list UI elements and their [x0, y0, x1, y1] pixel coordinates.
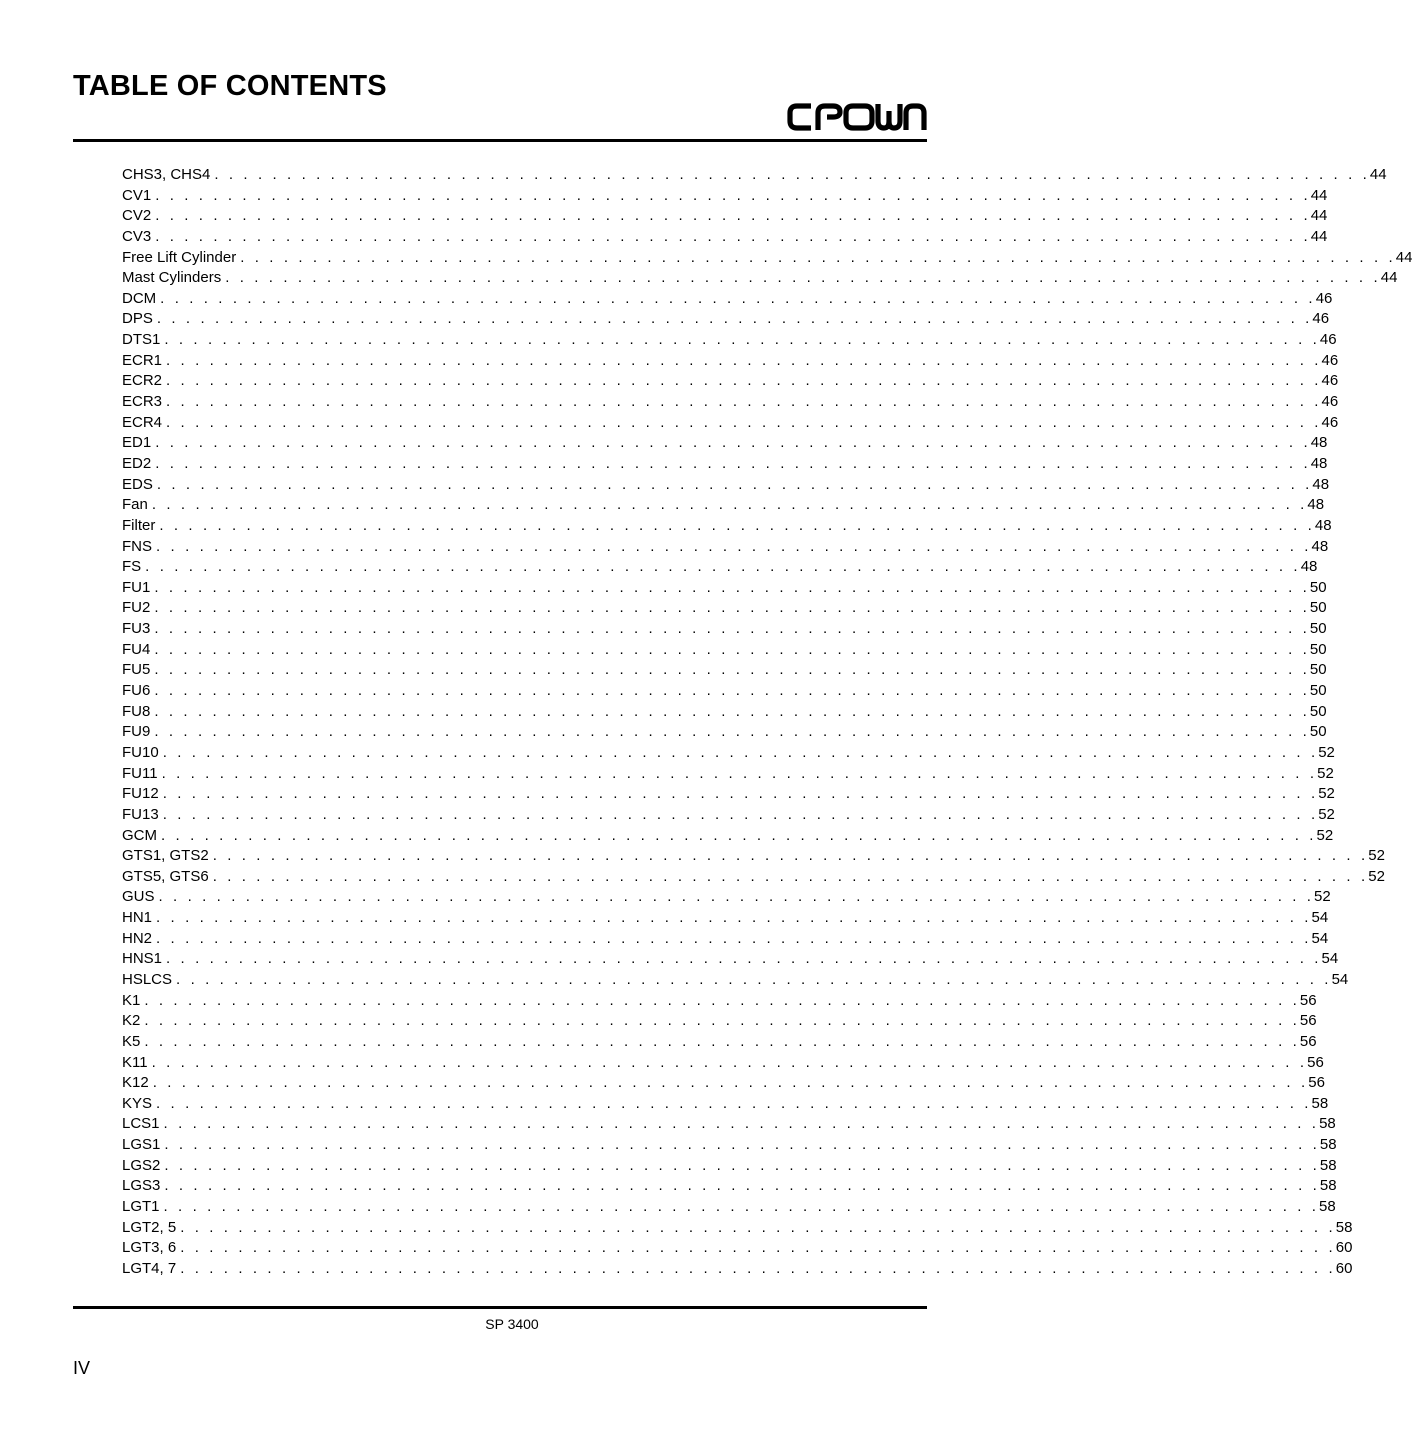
toc-entry[interactable] [122, 433, 1328, 454]
toc-entry-page: 52 [1318, 785, 1335, 803]
toc-entry-page: 50 [1309, 723, 1327, 741]
toc-entry-label: FU11 [122, 764, 158, 782]
toc-dot-leader: . . . . . . . . . . . . . . . . . . . . . . . . . . . . . . . . . . . . . . . . . . . . . . . . . . . . . . . . . . . . . . . . . . . . . . . . . . . . . . . . [159, 516, 1315, 534]
toc-entry-label: FU5 [122, 661, 151, 679]
toc-entry[interactable] [122, 1197, 1336, 1218]
toc-entry-label: CV2 [122, 207, 152, 225]
toc-entry-page: 48 [1310, 454, 1328, 472]
toc-entry-page: 52 [1317, 764, 1334, 782]
toc-entry-label: LGT2, 5 [122, 1218, 177, 1236]
toc-entry-page: 46 [1321, 413, 1339, 431]
toc-entry-page: 52 [1318, 805, 1335, 823]
toc-entry[interactable] [122, 660, 1327, 681]
toc-entry-label: GTS5, GTS6 [122, 867, 209, 885]
toc-entry[interactable] [122, 248, 1412, 269]
toc-entry[interactable] [122, 826, 1334, 847]
toc-dot-leader: . . . . . . . . . . . . . . . . . . . . . . . . . . . . . . . . . . . . . . . . . . . . . . . . . . . . . . . . . . . . . . . . . . . . . . . . . . . . . . . . [154, 661, 1310, 679]
toc-entry-page: 56 [1299, 1012, 1317, 1030]
toc-dot-leader: . . . . . . . . . . . . . . . . . . . . . . . . . . . . . . . . . . . . . . . . . . . . . . . . . . . . . . . . . . . . . . . . . . . . . . . . . . . . . . . . [156, 537, 1312, 555]
toc-entry-page: 54 [1331, 970, 1349, 988]
toc-entry-page: 50 [1309, 661, 1327, 679]
toc-entry-label: CHS3, CHS4 [122, 166, 211, 183]
toc-entry-label: ECR1 [122, 351, 163, 369]
toc-entry-page: 48 [1300, 558, 1318, 576]
toc-entry-label: GTS1, GTS2 [122, 847, 209, 865]
toc-entry-page: 46 [1321, 393, 1339, 411]
toc-entry-page: 48 [1307, 496, 1325, 514]
toc-dot-leader: . . . . . . . . . . . . . . . . . . . . . . . . . . . . . . . . . . . . . . . . . . . . . . . . . . . . . . . . . . . . . . . . . . . . . . . . . . . . . . . . [155, 227, 1311, 245]
toc-dot-leader: . . . . . . . . . . . . . . . . . . . . . . . . . . . . . . . . . . . . . . . . . . . . . . . . . . . . . . . . . . . . . . . . . . . . . . . . . . . . . . . . [160, 289, 1316, 307]
toc-dot-leader: . . . . . . . . . . . . . . . . . . . . . . . . . . . . . . . . . . . . . . . . . . . . . . . . . . . . . . . . . . . . . . . . . . . . . . . . . . . . . . . . [162, 805, 1319, 823]
toc-entry-page: 58 [1319, 1198, 1336, 1216]
toc-dot-leader: . . . . . . . . . . . . . . . . . . . . . . . . . . . . . . . . . . . . . . . . . . . . . . . . . . . . . . . . . . . . . . . . . . . . . . . . . . . . . . . . [225, 269, 1381, 287]
toc-dot-leader: . . . . . . . . . . . . . . . . . . . . . . . . . . . . . . . . . . . . . . . . . . . . . . . . . . . . . . . . . . . . . . . . . . . . . . . . . . . . . . . . [180, 1259, 1336, 1277]
toc-dot-leader: . . . . . . . . . . . . . . . . . . . . . . . . . . . . . . . . . . . . . . . . . . . . . . . . . . . . . . . . . . . . . . . . . . . . . . . . . . . . . . . . [176, 970, 1332, 988]
toc-entry-label: DTS1 [122, 331, 161, 349]
toc-entry-label: LGS1 [122, 1136, 161, 1154]
toc-dot-leader: . . . . . . . . . . . . . . . . . . . . . . . . . . . . . . . . . . . . . . . . . . . . . . . . . . . . . . . . . . . . . . . . . . . . . . . . . . . . . . . . [166, 372, 1322, 390]
toc-list [122, 165, 1412, 1280]
toc-entry[interactable] [122, 475, 1330, 496]
toc-dot-leader: . . . . . . . . . . . . . . . . . . . . . . . . . . . . . . . . . . . . . . . . . . . . . . . . . . . . . . . . . . . . . . . . . . . . . . . . . . . . . . . . [164, 1136, 1320, 1154]
toc-dot-leader: . . . . . . . . . . . . . . . . . . . . . . . . . . . . . . . . . . . . . . . . . . . . . . . . . . . . . . . . . . . . . . . . . . . . . . . . . . . . . . . . [162, 743, 1319, 761]
toc-entry[interactable] [122, 908, 1329, 929]
toc-entry[interactable] [122, 640, 1327, 661]
toc-entry[interactable] [122, 1114, 1336, 1135]
toc-dot-leader: . . . . . . . . . . . . . . . . . . . . . . . . . . . . . . . . . . . . . . . . . . . . . . . . . . . . . . . . . . . . . . . . . . . . . . . . . . . . . . . . [155, 434, 1311, 452]
crown-logo [787, 101, 927, 133]
toc-dot-leader: . . . . . . . . . . . . . . . . . . . . . . . . . . . . . . . . . . . . . . . . . . . . . . . . . . . . . . . . . . . . . . . . . . . . . . . . . . . . . . . . [158, 888, 1315, 906]
toc-entry-label: LCS1 [122, 1115, 160, 1133]
toc-entry-page: 46 [1319, 331, 1337, 349]
toc-entry-page: 44 [1369, 166, 1387, 183]
toc-entry[interactable] [122, 1218, 1353, 1239]
toc-entry[interactable] [122, 1032, 1317, 1053]
toc-entry-page: 46 [1321, 351, 1339, 369]
toc-dot-leader: . . . . . . . . . . . . . . . . . . . . . . . . . . . . . . . . . . . . . . . . . . . . . . . . . . . . . . . . . . . . . . . . . . . . . . . . . . . . . . . . [145, 558, 1301, 576]
toc-dot-leader: . . . . . . . . . . . . . . . . . . . . . . . . . . . . . . . . . . . . . . . . . . . . . . . . . . . . . . . . . . . . . . . . . . . . . . . . . . . . . . . . [166, 950, 1322, 968]
toc-entry-page: 60 [1335, 1259, 1353, 1277]
toc-entry[interactable] [122, 1011, 1317, 1032]
toc-entry[interactable] [122, 764, 1334, 785]
toc-entry-page: 46 [1312, 310, 1330, 328]
toc-entry[interactable] [122, 1259, 1353, 1280]
toc-dot-leader: . . . . . . . . . . . . . . . . . . . . . . . . . . . . . . . . . . . . . . . . . . . . . . . . . . . . . . . . . . . . . . . . . . . . . . . . . . . . . . . . [154, 620, 1310, 638]
toc-entry-page: 46 [1315, 289, 1333, 307]
toc-dot-leader: . . . . . . . . . . . . . . . . . . . . . . . . . . . . . . . . . . . . . . . . . . . . . . . . . . . . . . . . . . . . . . . . . . . . . . . . . . . . . . . . [161, 764, 1318, 782]
toc-dot-leader: . . . . . . . . . . . . . . . . . . . . . . . . . . . . . . . . . . . . . . . . . . . . . . . . . . . . . . . . . . . . . . . . . . . . . . . . . . . . . . . . [161, 826, 1317, 844]
footer-rule [73, 1306, 927, 1309]
toc-entry[interactable] [122, 289, 1333, 310]
toc-entry-label: GCM [122, 826, 157, 844]
toc-dot-leader: . . . . . . . . . . . . . . . . . . . . . . . . . . . . . . . . . . . . . . . . . . . . . . . . . . . . . . . . . . . . . . . . . . . . . . . . . . . . . . . . [144, 1032, 1300, 1050]
toc-entry-page: 56 [1299, 991, 1317, 1009]
toc-dot-leader: . . . . . . . . . . . . . . . . . . . . . . . . . . . . . . . . . . . . . . . . . . . . . . . . . . . . . . . . . . . . . . . . . . . . . . . . . . . . . . . . [180, 1218, 1336, 1236]
toc-entry[interactable] [122, 1094, 1329, 1115]
toc-entry-label: EDS [122, 475, 153, 493]
toc-entry[interactable] [122, 330, 1337, 351]
toc-entry-page: 48 [1314, 516, 1332, 534]
toc-dot-leader: . . . . . . . . . . . . . . . . . . . . . . . . . . . . . . . . . . . . . . . . . . . . . . . . . . . . . . . . . . . . . . . . . . . . . . . . . . . . . . . . [156, 1094, 1312, 1112]
toc-entry[interactable] [122, 537, 1329, 558]
toc-entry[interactable] [122, 1238, 1353, 1259]
toc-dot-leader: . . . . . . . . . . . . . . . . . . . . . . . . . . . . . . . . . . . . . . . . . . . . . . . . . . . . . . . . . . . . . . . . . . . . . . . . . . . . . . . . [162, 785, 1319, 803]
toc-entry[interactable] [122, 186, 1328, 207]
toc-entry-label: ED1 [122, 434, 152, 452]
toc-entry-label: DPS [122, 310, 153, 328]
toc-dot-leader: . . . . . . . . . . . . . . . . . . . . . . . . . . . . . . . . . . . . . . . . . . . . . . . . . . . . . . . . . . . . . . . . . . . . . . . . . . . . . . . . [156, 475, 1313, 493]
header-rule [73, 139, 927, 142]
page-title: TABLE OF CONTENTS [73, 70, 387, 102]
toc-entry[interactable] [122, 495, 1325, 516]
toc-entry-label: LGS3 [122, 1177, 161, 1195]
toc-dot-leader: . . . . . . . . . . . . . . . . . . . . . . . . . . . . . . . . . . . . . . . . . . . . . . . . . . . . . . . . . . . . . . . . . . . . . . . . . . . . . . . . [151, 1053, 1308, 1071]
toc-entry[interactable] [122, 1135, 1337, 1156]
toc-entry-label: LGT1 [122, 1198, 160, 1216]
toc-entry[interactable] [122, 805, 1335, 826]
toc-dot-leader: . . . . . . . . . . . . . . . . . . . . . . . . . . . . . . . . . . . . . . . . . . . . . . . . . . . . . . . . . . . . . . . . . . . . . . . . . . . . . . . . [152, 1074, 1309, 1092]
toc-entry-label: ECR3 [122, 393, 163, 411]
toc-entry-label: HNS1 [122, 950, 163, 968]
toc-entry-page: 58 [1319, 1156, 1337, 1174]
toc-entry[interactable] [122, 309, 1330, 330]
toc-entry-label: K11 [122, 1053, 148, 1071]
toc-entry-page: 52 [1318, 743, 1335, 761]
toc-entry-page: 52 [1314, 888, 1331, 906]
toc-dot-leader: . . . . . . . . . . . . . . . . . . . . . . . . . . . . . . . . . . . . . . . . . . . . . . . . . . . . . . . . . . . . . . . . . . . . . . . . . . . . . . . . [164, 1177, 1320, 1195]
toc-entry-page: 60 [1335, 1239, 1353, 1257]
toc-entry-page: 52 [1368, 867, 1385, 885]
toc-entry[interactable] [122, 970, 1349, 991]
toc-entry-page: 50 [1309, 682, 1327, 700]
toc-dot-leader: . . . . . . . . . . . . . . . . . . . . . . . . . . . . . . . . . . . . . . . . . . . . . . . . . . . . . . . . . . . . . . . . . . . . . . . . . . . . . . . . [144, 1012, 1300, 1030]
toc-entry-label: FU9 [122, 723, 151, 741]
toc-entry[interactable] [122, 743, 1335, 764]
toc-entry[interactable] [122, 846, 1385, 867]
toc-entry[interactable] [122, 887, 1331, 908]
toc-entry-label: FS [122, 558, 142, 576]
toc-entry[interactable] [122, 516, 1332, 537]
toc-entry-label: Free Lift Cylinder [122, 248, 237, 266]
toc-entry[interactable] [122, 1053, 1324, 1074]
toc-entry-label: FU12 [122, 785, 159, 803]
toc-dot-leader: . . . . . . . . . . . . . . . . . . . . . . . . . . . . . . . . . . . . . . . . . . . . . . . . . . . . . . . . . . . . . . . . . . . . . . . . . . . . . . . . [163, 1198, 1320, 1216]
toc-entry-page: 52 [1316, 826, 1334, 844]
toc-entry-label: HN1 [122, 909, 153, 927]
toc-entry-label: GUS [122, 888, 155, 906]
toc-entry-label: FU2 [122, 599, 151, 617]
toc-entry-label: FU1 [122, 578, 151, 596]
toc-entry-label: K1 [122, 991, 141, 1009]
toc-entry[interactable] [122, 1176, 1337, 1197]
toc-dot-leader: . . . . . . . . . . . . . . . . . . . . . . . . . . . . . . . . . . . . . . . . . . . . . . . . . . . . . . . . . . . . . . . . . . . . . . . . . . . . . . . . [155, 207, 1311, 225]
toc-dot-leader: . . . . . . . . . . . . . . . . . . . . . . . . . . . . . . . . . . . . . . . . . . . . . . . . . . . . . . . . . . . . . . . . . . . . . . . . . . . . . . . . [212, 847, 1369, 865]
toc-dot-leader: . . . . . . . . . . . . . . . . . . . . . . . . . . . . . . . . . . . . . . . . . . . . . . . . . . . . . . . . . . . . . . . . . . . . . . . . . . . . . . . . [163, 1115, 1320, 1133]
toc-dot-leader: . . . . . . . . . . . . . . . . . . . . . . . . . . . . . . . . . . . . . . . . . . . . . . . . . . . . . . . . . . . . . . . . . . . . . . . . . . . . . . . . [144, 991, 1300, 1009]
toc-entry-page: 46 [1321, 372, 1339, 390]
toc-entry-label: CV3 [122, 227, 152, 245]
toc-entry-label: LGS2 [122, 1156, 161, 1174]
toc-dot-leader: . . . . . . . . . . . . . . . . . . . . . . . . . . . . . . . . . . . . . . . . . . . . . . . . . . . . . . . . . . . . . . . . . . . . . . . . . . . . . . . . [154, 702, 1310, 720]
toc-entry[interactable] [122, 929, 1329, 950]
toc-entry-page: 44 [1310, 207, 1328, 225]
toc-entry[interactable] [122, 268, 1398, 289]
toc-dot-leader: . . . . . . . . . . . . . . . . . . . . . . . . . . . . . . . . . . . . . . . . . . . . . . . . . . . . . . . . . . . . . . . . . . . . . . . . . . . . . . . . [154, 682, 1310, 700]
toc-entry[interactable] [122, 392, 1339, 413]
toc-entry-page: 56 [1308, 1074, 1325, 1092]
toc-entry-label: DCM [122, 289, 157, 307]
toc-entry[interactable] [122, 557, 1318, 578]
toc-dot-leader: . . . . . . . . . . . . . . . . . . . . . . . . . . . . . . . . . . . . . . . . . . . . . . . . . . . . . . . . . . . . . . . . . . . . . . . . . . . . . . . . [214, 166, 1370, 183]
toc-entry-page: 48 [1312, 475, 1330, 493]
toc-entry-label: FNS [122, 537, 152, 555]
toc-entry-page: 58 [1319, 1177, 1337, 1195]
toc-entry[interactable] [122, 413, 1339, 434]
toc-entry-page: 50 [1309, 620, 1327, 638]
toc-dot-leader: . . . . . . . . . . . . . . . . . . . . . . . . . . . . . . . . . . . . . . . . . . . . . . . . . . . . . . . . . . . . . . . . . . . . . . . . . . . . . . . . [151, 496, 1308, 514]
toc-entry-page: 50 [1309, 599, 1327, 617]
toc-entry-label: CV1 [122, 186, 152, 204]
toc-entry[interactable] [122, 165, 1387, 186]
toc-entry[interactable] [122, 867, 1385, 888]
toc-entry-page: 58 [1319, 1115, 1336, 1133]
toc-dot-leader: . . . . . . . . . . . . . . . . . . . . . . . . . . . . . . . . . . . . . . . . . . . . . . . . . . . . . . . . . . . . . . . . . . . . . . . . . . . . . . . . [180, 1239, 1336, 1257]
toc-dot-leader: . . . . . . . . . . . . . . . . . . . . . . . . . . . . . . . . . . . . . . . . . . . . . . . . . . . . . . . . . . . . . . . . . . . . . . . . . . . . . . . . [166, 413, 1322, 431]
toc-entry-label: ED2 [122, 454, 152, 472]
toc-entry-label: LGT4, 7 [122, 1259, 177, 1277]
toc-dot-leader: . . . . . . . . . . . . . . . . . . . . . . . . . . . . . . . . . . . . . . . . . . . . . . . . . . . . . . . . . . . . . . . . . . . . . . . . . . . . . . . . [155, 454, 1311, 472]
toc-entry[interactable] [122, 949, 1339, 970]
toc-entry-page: 58 [1335, 1218, 1353, 1236]
toc-entry-page: 54 [1311, 909, 1329, 927]
toc-entry-page: 56 [1307, 1053, 1324, 1071]
toc-entry-page: 44 [1310, 227, 1328, 245]
toc-entry[interactable] [122, 351, 1339, 372]
toc-dot-leader: . . . . . . . . . . . . . . . . . . . . . . . . . . . . . . . . . . . . . . . . . . . . . . . . . . . . . . . . . . . . . . . . . . . . . . . . . . . . . . . . [154, 723, 1310, 741]
toc-entry[interactable] [122, 681, 1327, 702]
toc-entry-page: 50 [1309, 702, 1327, 720]
toc-entry-label: Fan [122, 496, 148, 514]
toc-entry[interactable] [122, 371, 1339, 392]
toc-entry[interactable] [122, 619, 1327, 640]
toc-dot-leader: . . . . . . . . . . . . . . . . . . . . . . . . . . . . . . . . . . . . . . . . . . . . . . . . . . . . . . . . . . . . . . . . . . . . . . . . . . . . . . . . [155, 186, 1311, 204]
toc-entry-label: Mast Cylinders [122, 269, 222, 287]
toc-entry-page: 44 [1380, 269, 1398, 287]
toc-entry[interactable] [122, 722, 1327, 743]
toc-entry-label: FU6 [122, 682, 151, 700]
toc-entry[interactable] [122, 991, 1317, 1012]
toc-dot-leader: . . . . . . . . . . . . . . . . . . . . . . . . . . . . . . . . . . . . . . . . . . . . . . . . . . . . . . . . . . . . . . . . . . . . . . . . . . . . . . . . [156, 929, 1312, 947]
toc-entry[interactable] [122, 454, 1328, 475]
toc-entry-label: FU3 [122, 620, 151, 638]
toc-dot-leader: . . . . . . . . . . . . . . . . . . . . . . . . . . . . . . . . . . . . . . . . . . . . . . . . . . . . . . . . . . . . . . . . . . . . . . . . . . . . . . . . [166, 393, 1322, 411]
toc-entry-label: ECR4 [122, 413, 163, 431]
toc-entry-page: 58 [1311, 1094, 1329, 1112]
toc-entry-page: 54 [1311, 929, 1329, 947]
toc-entry[interactable] [122, 578, 1327, 599]
toc-entry-label: LGT3, 6 [122, 1239, 177, 1257]
model-label: SP 3400 [485, 1316, 539, 1332]
toc-entry-label: K2 [122, 1012, 141, 1030]
toc-entry-page: 58 [1319, 1136, 1337, 1154]
toc-entry[interactable] [122, 1073, 1325, 1094]
toc-dot-leader: . . . . . . . . . . . . . . . . . . . . . . . . . . . . . . . . . . . . . . . . . . . . . . . . . . . . . . . . . . . . . . . . . . . . . . . . . . . . . . . . [154, 599, 1310, 617]
toc-entry-label: FU4 [122, 640, 151, 658]
toc-entry-label: FU10 [122, 743, 159, 761]
toc-entry[interactable] [122, 206, 1328, 227]
toc-entry-label: FU13 [122, 805, 159, 823]
toc-entry-label: HN2 [122, 929, 153, 947]
toc-dot-leader: . . . . . . . . . . . . . . . . . . . . . . . . . . . . . . . . . . . . . . . . . . . . . . . . . . . . . . . . . . . . . . . . . . . . . . . . . . . . . . . . [156, 909, 1312, 927]
toc-entry-page: 54 [1321, 950, 1339, 968]
toc-entry-label: K5 [122, 1032, 141, 1050]
toc-entry[interactable] [122, 227, 1328, 248]
toc-entry[interactable] [122, 702, 1327, 723]
toc-dot-leader: . . . . . . . . . . . . . . . . . . . . . . . . . . . . . . . . . . . . . . . . . . . . . . . . . . . . . . . . . . . . . . . . . . . . . . . . . . . . . . . . [164, 1156, 1320, 1174]
toc-dot-leader: . . . . . . . . . . . . . . . . . . . . . . . . . . . . . . . . . . . . . . . . . . . . . . . . . . . . . . . . . . . . . . . . . . . . . . . . . . . . . . . . [164, 331, 1320, 349]
toc-entry-page: 50 [1309, 578, 1327, 596]
toc-entry-page: 56 [1299, 1032, 1317, 1050]
page-number: IV [73, 1358, 91, 1378]
toc-entry-label: Filter [122, 516, 156, 534]
toc-entry-page: 48 [1311, 537, 1329, 555]
toc-entry[interactable] [122, 1156, 1337, 1177]
toc-entry-label: ECR2 [122, 372, 163, 390]
toc-entry[interactable] [122, 598, 1327, 619]
toc-entry-page: 44 [1310, 186, 1328, 204]
toc-dot-leader: . . . . . . . . . . . . . . . . . . . . . . . . . . . . . . . . . . . . . . . . . . . . . . . . . . . . . . . . . . . . . . . . . . . . . . . . . . . . . . . . [156, 310, 1313, 328]
toc-entry-label: KYS [122, 1094, 153, 1112]
toc-entry-label: FU8 [122, 702, 151, 720]
toc-entry-label: HSLCS [122, 970, 173, 988]
toc-dot-leader: . . . . . . . . . . . . . . . . . . . . . . . . . . . . . . . . . . . . . . . . . . . . . . . . . . . . . . . . . . . . . . . . . . . . . . . . . . . . . . . . [166, 351, 1322, 369]
toc-entry-label: K12 [122, 1074, 149, 1092]
toc-dot-leader: . . . . . . . . . . . . . . . . . . . . . . . . . . . . . . . . . . . . . . . . . . . . . . . . . . . . . . . . . . . . . . . . . . . . . . . . . . . . . . . . [154, 578, 1310, 596]
toc-dot-leader: . . . . . . . . . . . . . . . . . . . . . . . . . . . . . . . . . . . . . . . . . . . . . . . . . . . . . . . . . . . . . . . . . . . . . . . . . . . . . . . . [154, 640, 1310, 658]
toc-entry-page: 52 [1368, 847, 1385, 865]
toc-dot-leader: . . . . . . . . . . . . . . . . . . . . . . . . . . . . . . . . . . . . . . . . . . . . . . . . . . . . . . . . . . . . . . . . . . . . . . . . . . . . . . . . [212, 867, 1369, 885]
toc-entry-page: 50 [1309, 640, 1327, 658]
toc-entry-page: 48 [1310, 434, 1328, 452]
toc-dot-leader: . . . . . . . . . . . . . . . . . . . . . . . . . . . . . . . . . . . . . . . . . . . . . . . . . . . . . . . . . . . . . . . . . . . . . . . . . . . . . . . . [240, 248, 1396, 266]
toc-entry-page: 44 [1395, 248, 1412, 266]
toc-entry[interactable] [122, 784, 1335, 805]
